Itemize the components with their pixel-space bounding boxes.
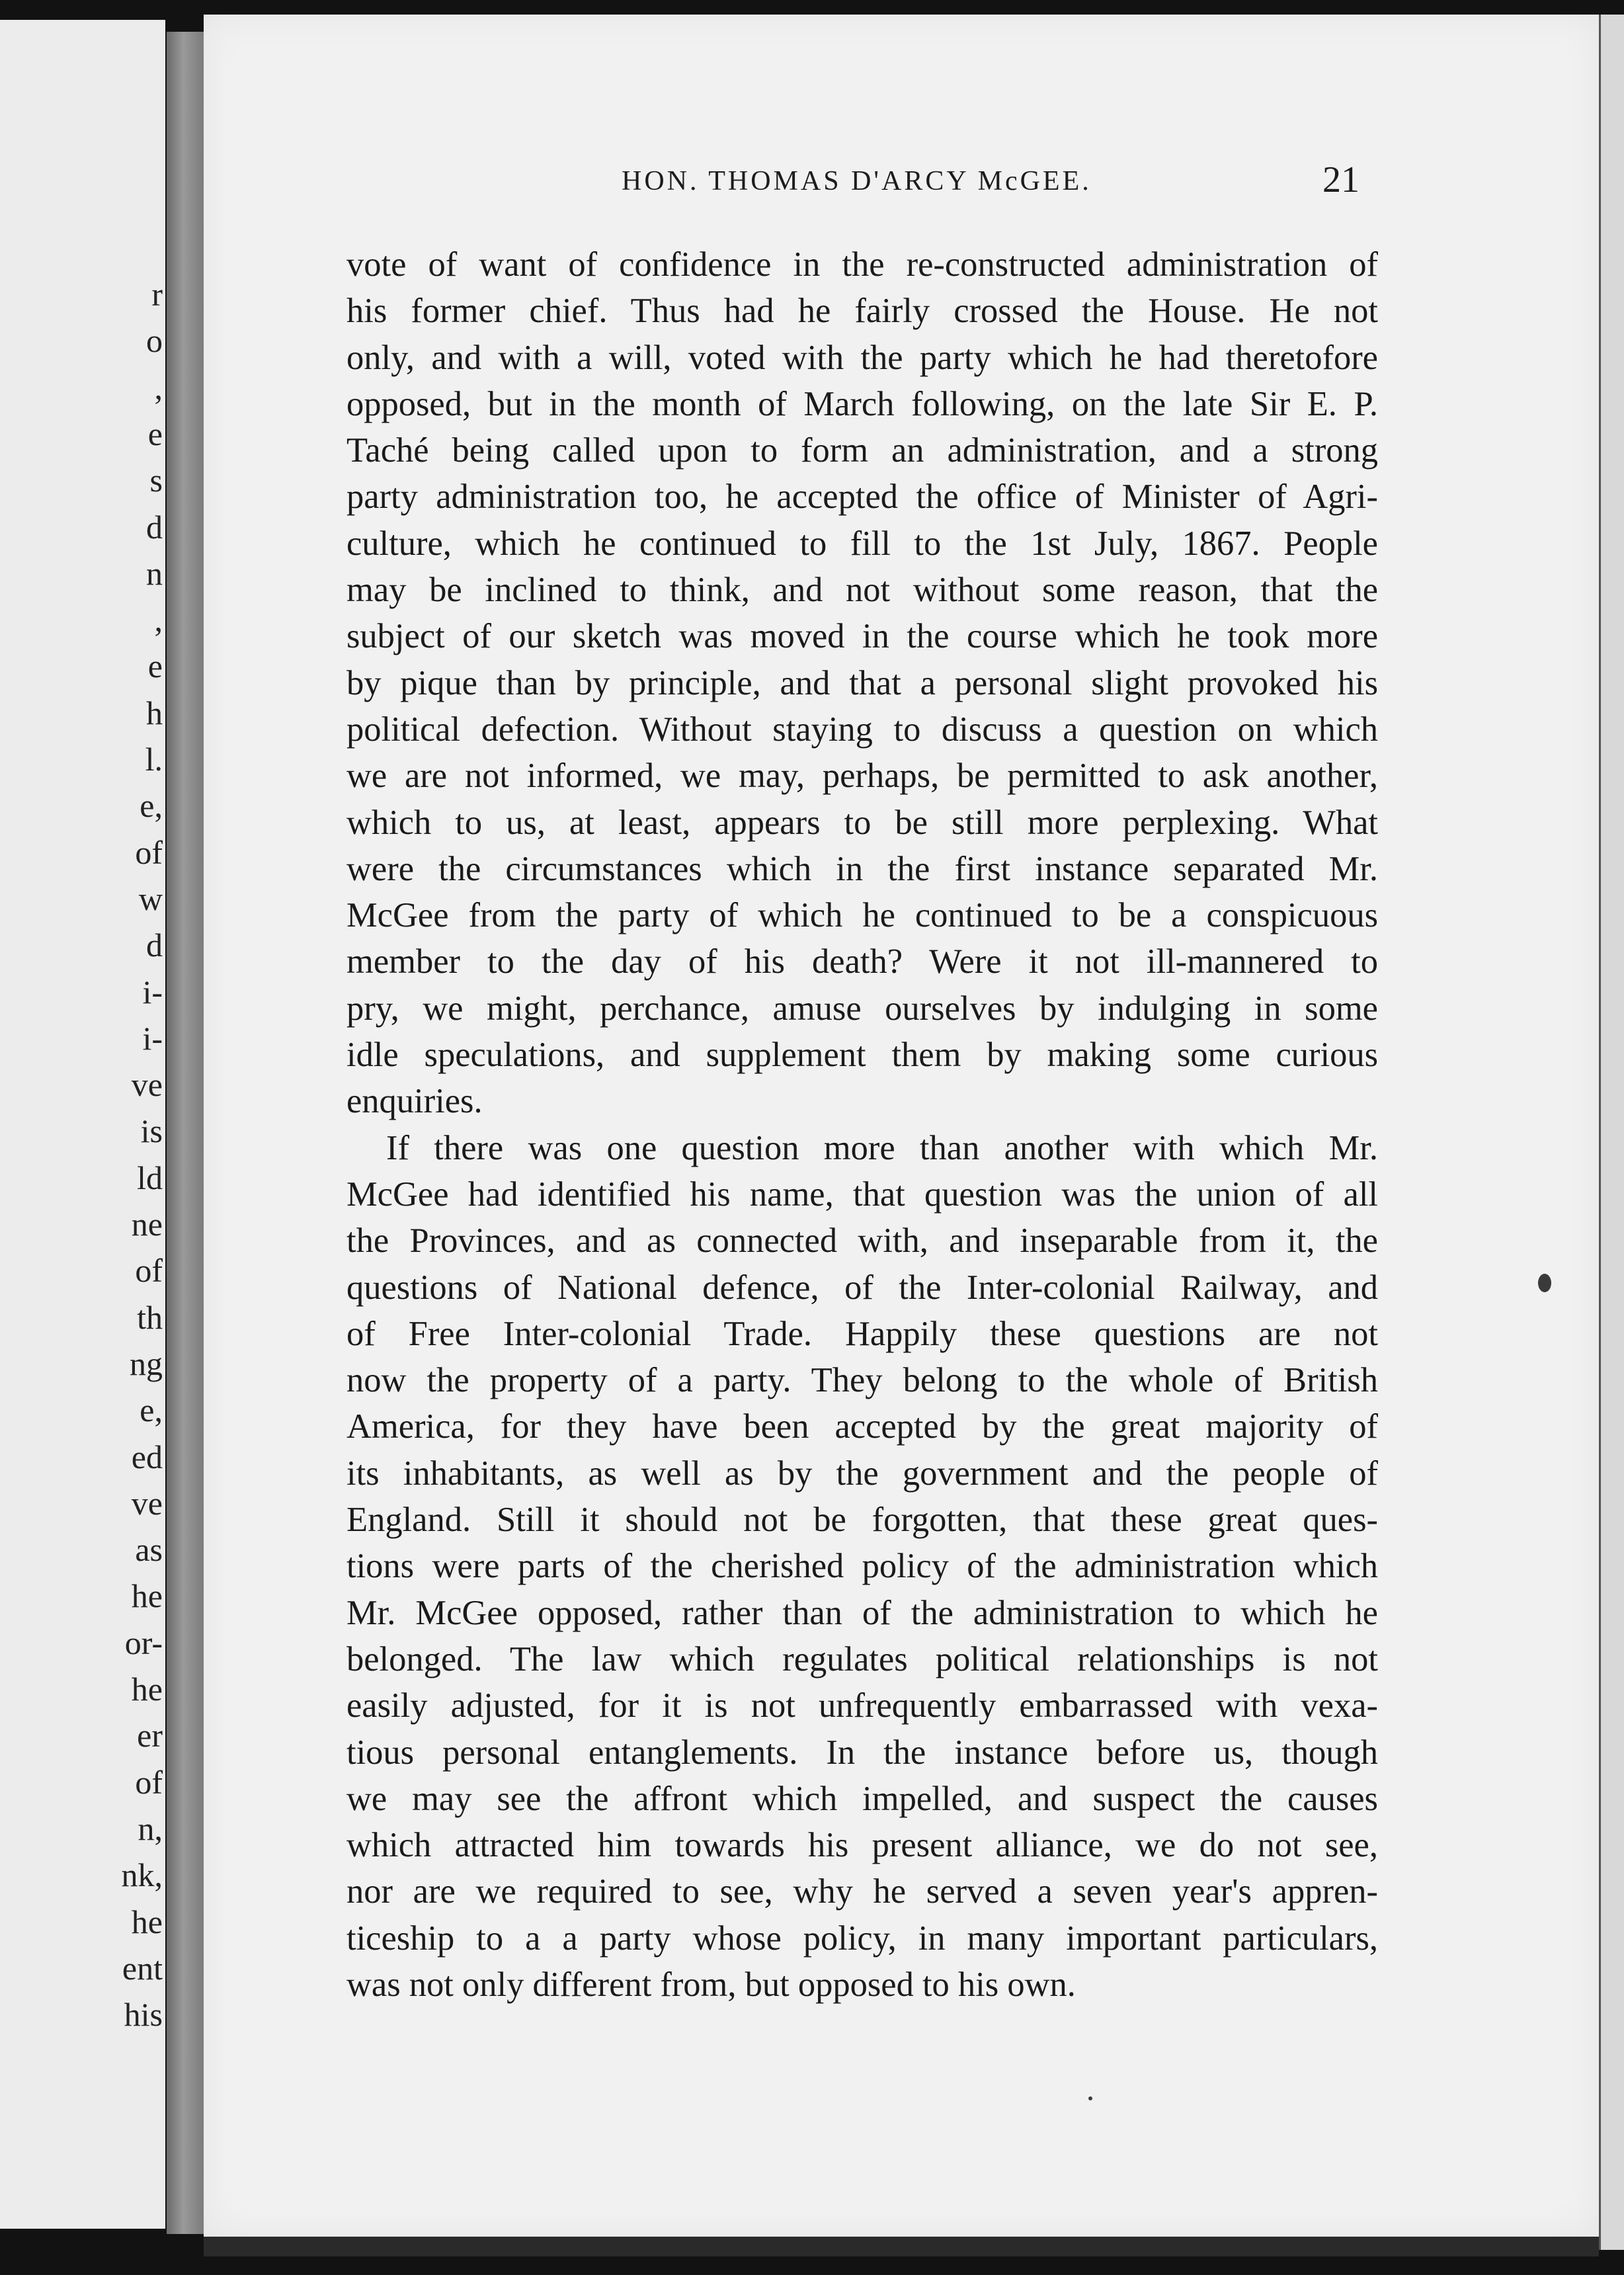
text-line: his former chief. Thus had he fairly crossed the House. He not <box>346 292 1378 331</box>
margin-fragment: or- <box>124 1624 163 1661</box>
margin-fragment: of <box>135 1763 163 1801</box>
margin-fragment: er <box>137 1717 163 1755</box>
text-line: its inhabitants, as well as by the government and the people of <box>346 1454 1378 1493</box>
margin-fragment: i- <box>142 973 163 1011</box>
text-line: tious personal entanglements. In the instance before us, though <box>346 1733 1378 1772</box>
text-line: McGee had identified his name, that question was the union of all <box>346 1175 1378 1214</box>
margin-fragment: is <box>140 1112 163 1150</box>
margin-fragment: as <box>135 1531 163 1569</box>
text-line: If there was one question more than another with which Mr. <box>386 1128 1378 1167</box>
page-edge <box>1599 15 1624 2250</box>
text-line: belonged. The law which regulates political relationships is not <box>346 1639 1378 1678</box>
text-line: easily adjusted, for it is not unfrequently embarrassed with vexa- <box>346 1686 1378 1725</box>
margin-fragment: l. <box>145 741 163 778</box>
margin-fragment: nk, <box>121 1856 163 1894</box>
margin-fragment: h <box>146 694 163 731</box>
margin-fragment: e, <box>140 787 163 825</box>
ink-spot <box>1538 1274 1551 1292</box>
text-line: McGee from the party of which he continued to be a conspicuous <box>346 896 1378 935</box>
margin-fragment: n, <box>138 1809 163 1847</box>
text-line: of Free Inter-colonial Trade. Happily these questions are not <box>346 1314 1378 1353</box>
text-line: Taché being called upon to form an administration, and a strong <box>346 431 1378 470</box>
running-head: HON. THOMAS D'ARCY McGEE. <box>622 166 1092 196</box>
text-line: pry, we might, perchance, amuse ourselves by indulging in some <box>346 989 1378 1028</box>
margin-fragment: w <box>138 880 163 917</box>
text-line: which attracted him towards his present alliance, we do not see, <box>346 1826 1378 1865</box>
text-line: was not only different from, but opposed to his own. <box>346 1965 1076 2004</box>
page-bottom-edge <box>204 2237 1599 2256</box>
text-line: we are not informed, we may, perhaps, be permitted to ask another, <box>346 757 1378 796</box>
margin-fragment: he <box>131 1903 163 1940</box>
facing-page-fragment <box>0 20 165 2229</box>
margin-fragment: r <box>151 276 163 313</box>
text-line: ticeship to a a party whose policy, in many important particulars, <box>346 1919 1378 1958</box>
margin-fragment: ve <box>131 1484 163 1522</box>
margin-fragment: he <box>131 1577 163 1615</box>
text-line: culture, which he continued to fill to the 1st July, 1867. People <box>346 524 1378 563</box>
body-text <box>346 241 1378 2008</box>
margin-fragment: ne <box>131 1206 163 1243</box>
text-line: may be inclined to think, and not without some reason, that the <box>346 571 1378 610</box>
text-line: idle speculations, and supplement them by making some curious <box>346 1036 1378 1075</box>
margin-fragment: th <box>137 1298 163 1336</box>
text-line: America, for they have been accepted by the great majority of <box>346 1407 1378 1446</box>
text-line: tions were parts of the cherished policy of the administration which <box>346 1547 1378 1586</box>
margin-fragment: of <box>135 1252 163 1290</box>
margin-fragment: ng <box>130 1344 163 1382</box>
margin-fragment: o <box>146 322 163 360</box>
text-line: now the property of a party. They belong to the whole of British <box>346 1361 1378 1400</box>
margin-fragment: , <box>154 368 163 406</box>
margin-fragment: n <box>146 554 163 592</box>
book-gutter <box>167 32 204 2234</box>
margin-fragment: d <box>146 508 163 546</box>
text-line: only, and with a will, voted with the party which he had theretofore <box>346 338 1378 377</box>
margin-fragment: e, <box>140 1391 163 1429</box>
text-line: nor are we required to see, why he served a seven year's appren- <box>346 1872 1378 1911</box>
margin-fragment: he <box>131 1671 163 1708</box>
text-line: by pique than by principle, and that a personal slight provoked his <box>346 663 1378 702</box>
margin-fragment: ld <box>137 1159 163 1196</box>
text-line: we may see the affront which impelled, and suspect the causes <box>346 1779 1378 1818</box>
text-line: were the circumstances which in the first instance separated Mr. <box>346 849 1378 888</box>
text-line: the Provinces, and as connected with, and inseparable from it, the <box>346 1221 1378 1261</box>
text-line: questions of National defence, of the Inter-colonial Railway, and <box>346 1268 1378 1307</box>
margin-fragment: e <box>147 415 163 452</box>
margin-fragment: e <box>147 647 163 685</box>
margin-fragment: ed <box>131 1438 163 1475</box>
page-number: 21 <box>1322 159 1360 200</box>
text-line: vote of want of confidence in the re-constructed administration of <box>346 245 1378 284</box>
text-line: which to us, at least, appears to be still more perplexing. What <box>346 803 1378 842</box>
margin-fragment: , <box>154 601 163 639</box>
margin-fragment: his <box>124 1996 163 2034</box>
text-line: political defection. Without staying to discuss a question on which <box>346 710 1378 749</box>
margin-fragment: i- <box>142 1019 163 1057</box>
text-line: enquiries. <box>346 1082 483 1121</box>
margin-fragment: ent <box>122 1949 163 1987</box>
ink-speck <box>1088 2096 1092 2100</box>
text-line: England. Still it should not be forgotten, that these great ques- <box>346 1501 1378 1540</box>
margin-fragment: of <box>135 833 163 871</box>
margin-fragment: s <box>149 462 163 499</box>
text-line: opposed, but in the month of March following, on the late Sir E. P. <box>346 384 1378 423</box>
margin-fragment: ve <box>131 1066 163 1104</box>
text-line: party administration too, he accepted the office of Minister of Agri- <box>346 477 1378 517</box>
margin-fragment: d <box>146 927 163 964</box>
text-line: member to the day of his death? Were it not ill-mannered to <box>346 942 1378 981</box>
text-line: subject of our sketch was moved in the course which he took more <box>346 617 1378 656</box>
text-line: Mr. McGee opposed, rather than of the administration to which he <box>346 1593 1378 1632</box>
